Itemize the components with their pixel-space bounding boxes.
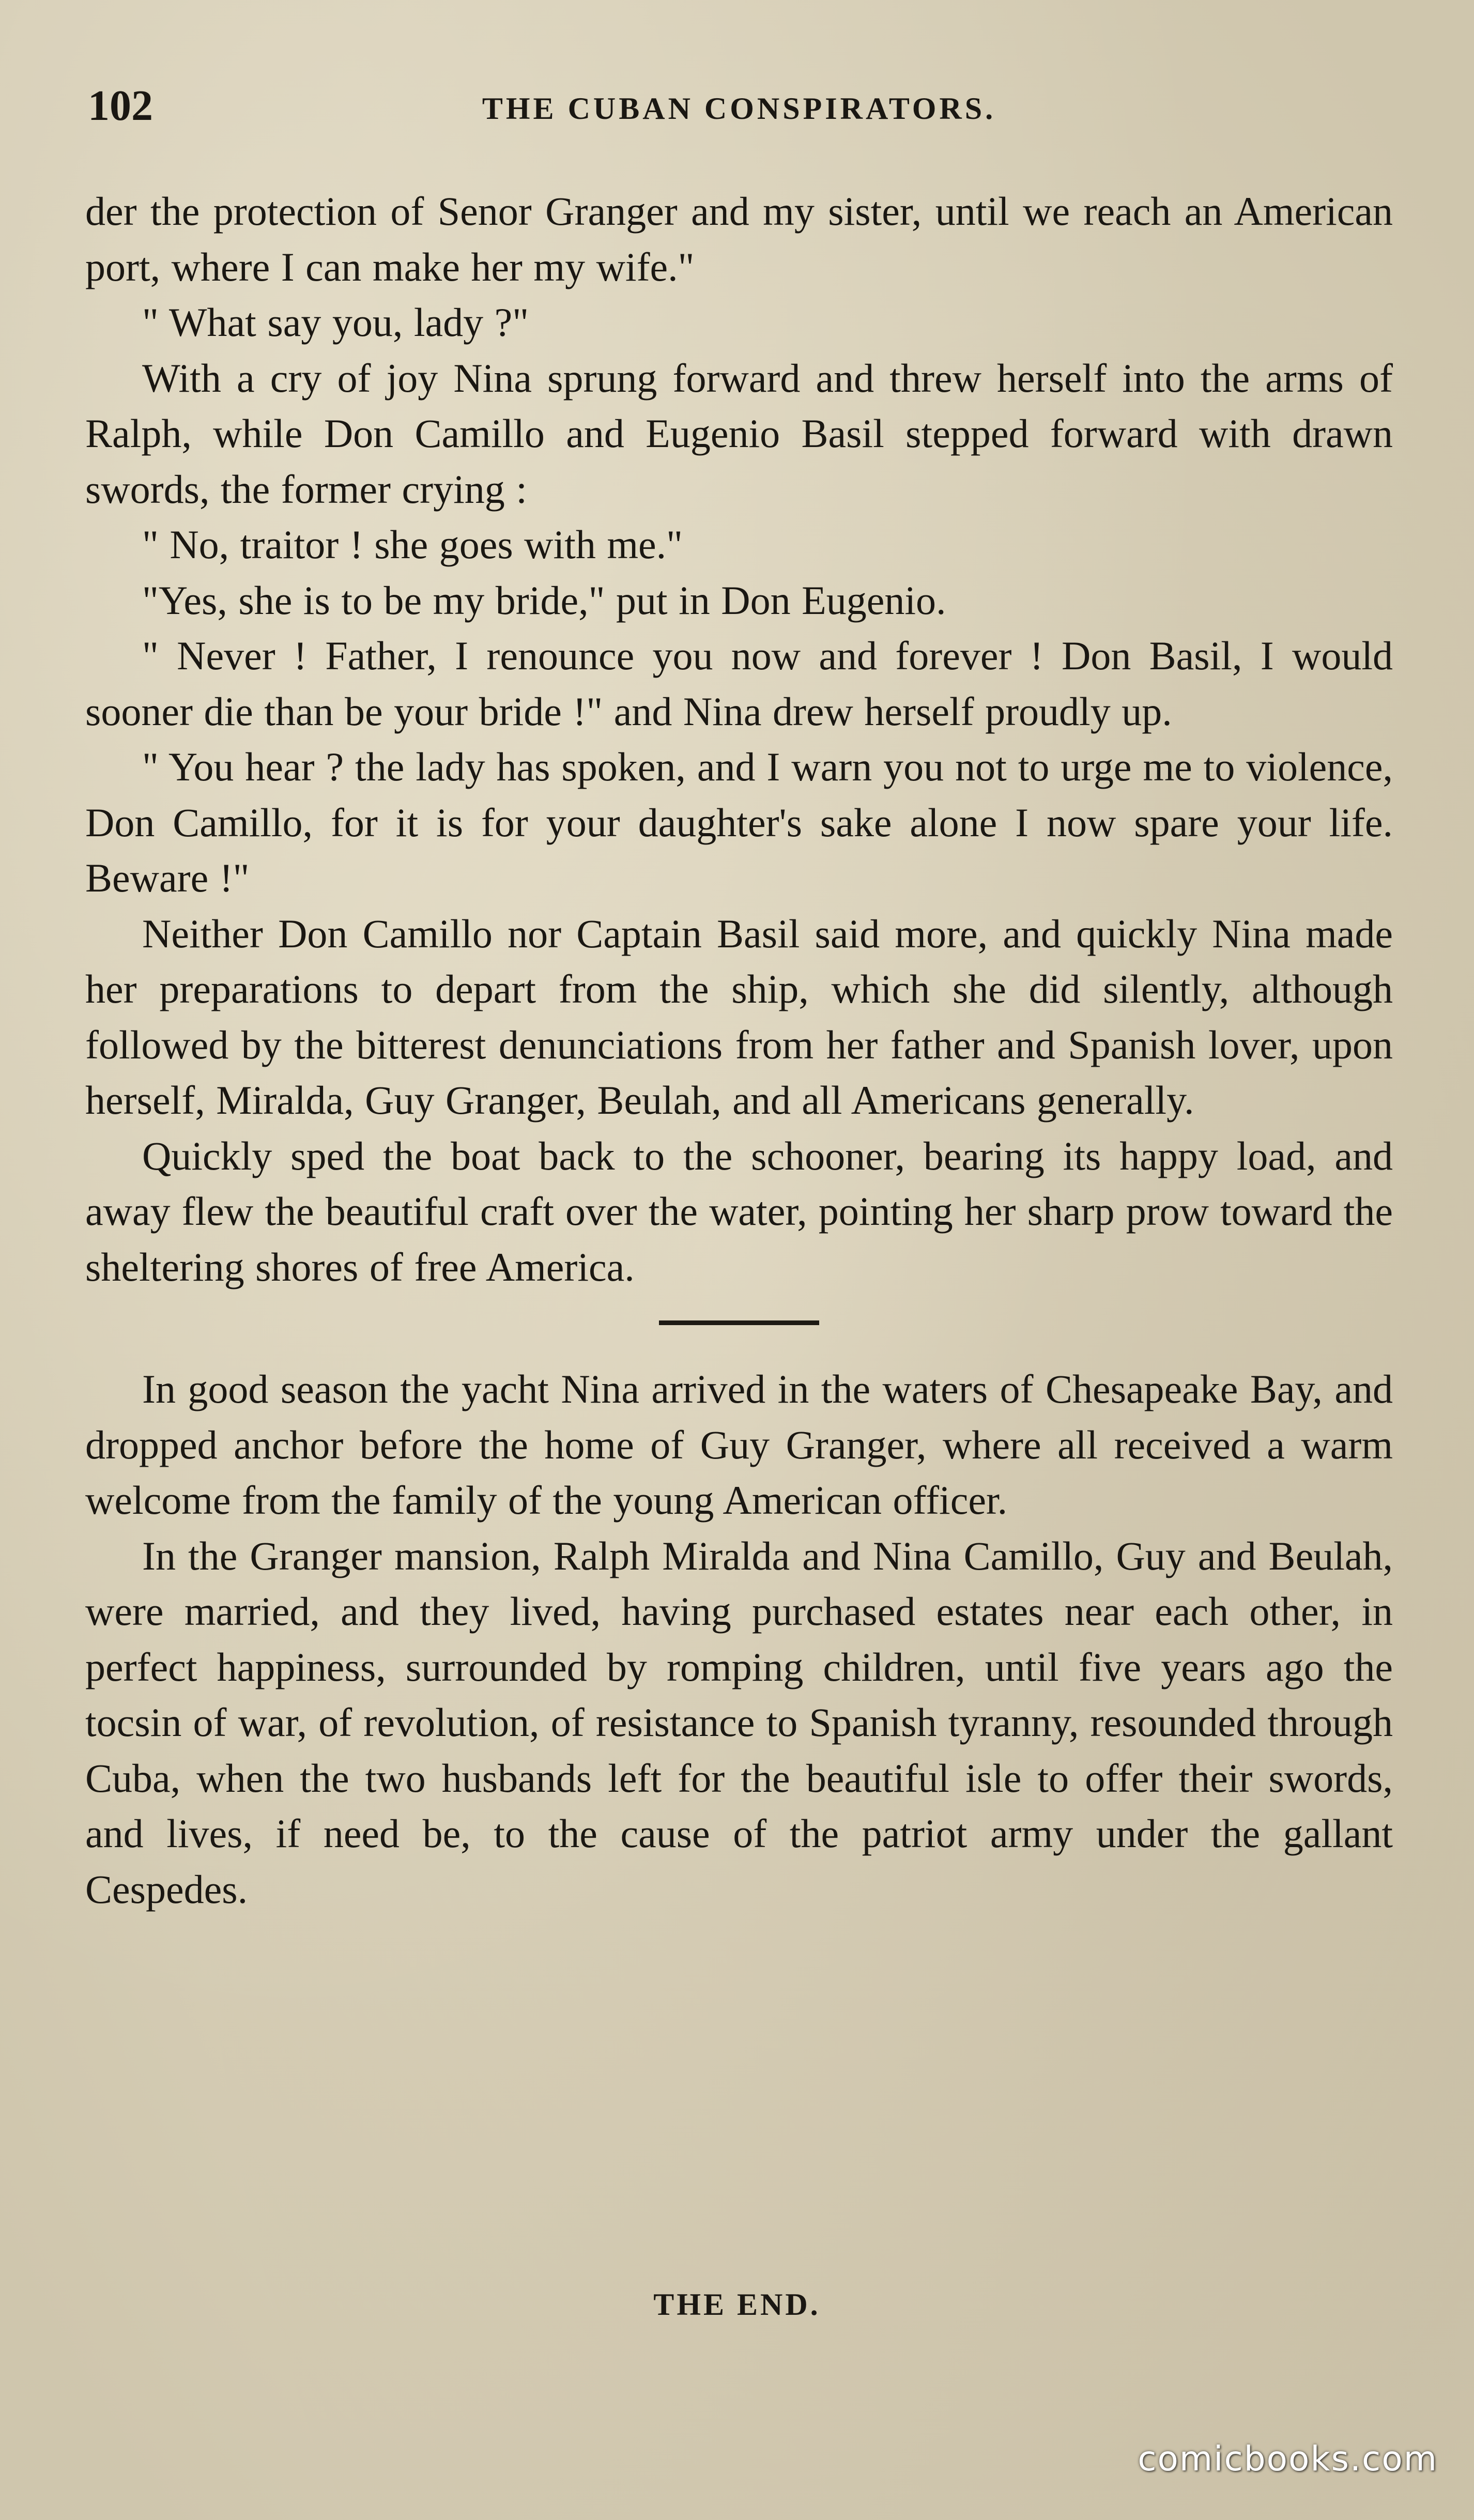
paragraph: " What say you, lady ?" [142, 300, 529, 345]
paragraph: der the protection of Senor Granger and my sister, until we reach an American port, where I can make her my wife." [85, 189, 1393, 289]
watermark: comicbooks.com [1138, 2439, 1438, 2479]
paragraph: " You hear ? the lady has spoken, and I warn you not to urge me to violence, Don Camillo, for it is for your daughter's sake alone I now spare your life. Beware !" [85, 744, 1393, 900]
running-title: THE CUBAN CONSPIRATORS. [482, 91, 996, 126]
closing-line: THE END. [653, 2287, 821, 2322]
page-header [88, 78, 1390, 140]
paragraph: In good season the yacht Nina arrived in the waters of Chesapeake Bay, and dropped anchor before the home of Guy Granger, where all received a warm welcome from the family of the young American officer. [85, 1366, 1393, 1523]
paragraph: Neither Don Camillo nor Captain Basil said more, and quickly Nina made her preparations to depart from the ship, which she did silently, although followed by the bitterest denunciations from her father and Spanish lover, upon herself, Miralda, Guy Granger, Beulah, and all Americans generally. [85, 911, 1393, 1123]
paragraph: " Never ! Father, I renounce you now and forever ! Don Basil, I would sooner die than be your bride !" and Nina drew herself proudly up. [85, 633, 1393, 734]
paragraph: "Yes, she is to be my bride," put in Don Eugenio. [142, 577, 946, 623]
body-text [85, 183, 1393, 1917]
page-number: 102 [88, 82, 153, 130]
paragraph: " No, traitor ! she goes with me." [142, 522, 683, 567]
section-divider [659, 1320, 819, 1325]
paragraph: With a cry of joy Nina sprung forward and threw herself into the arms of Ralph, while Don Camillo and Eugenio Basil stepped forward with drawn swords, the former crying : [85, 355, 1393, 512]
paragraph: Quickly sped the boat back to the schooner, bearing its happy load, and away flew the beautiful craft over the water, pointing her sharp prow toward the sheltering shores of free America. [85, 1133, 1393, 1289]
paragraph: In the Granger mansion, Ralph Miralda and Nina Camillo, Guy and Beulah, were married, and they lived, having purchased estates near each other, in perfect happiness, surrounded by romping children, until five years ago the tocsin of war, of revolution, of resistance to Spanish tyranny, resounded through Cuba, when the two husbands left for the beautiful isle to offer their swords, and lives, if need be, to the cause of the patriot army under the gallant Cespedes. [85, 1533, 1393, 1912]
